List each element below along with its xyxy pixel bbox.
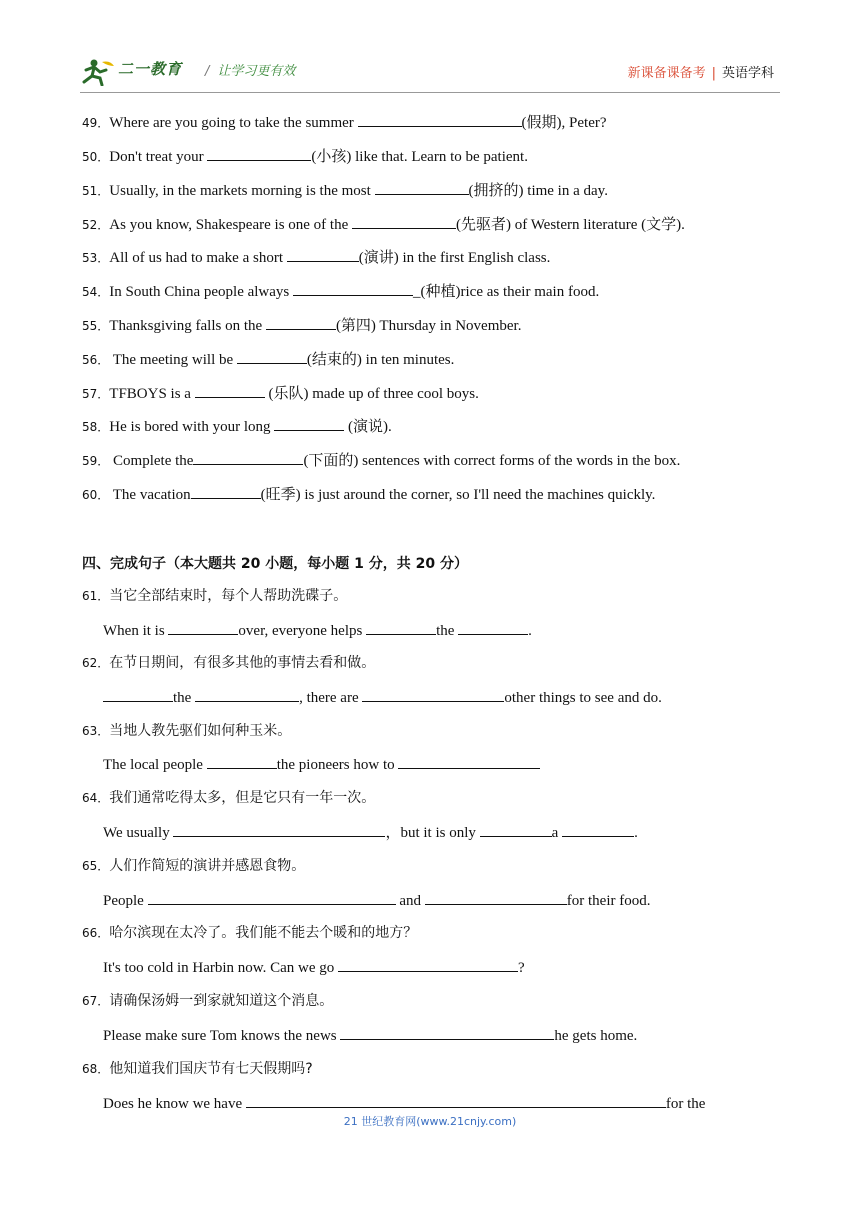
answer-blank[interactable] bbox=[237, 350, 307, 364]
question-50: 50．Don't treat your (小孩) like that. Learn to be patient. bbox=[82, 149, 528, 165]
question-65-chinese: 65．人们作简短的演讲并感恩食物。 bbox=[82, 858, 306, 874]
question-56: 56． The meeting will be (结束的) in ten minutes. bbox=[82, 352, 455, 368]
header-divider bbox=[80, 92, 780, 93]
answer-blank[interactable] bbox=[246, 1094, 666, 1108]
question-64-chinese: 64．我们通常吃得太多，但是它只有一年一次。 bbox=[82, 790, 376, 806]
slogan: / 让学习更有效 bbox=[205, 64, 296, 79]
answer-blank[interactable] bbox=[207, 147, 311, 161]
question-66-chinese: 66．哈尔滨现在太冷了。我们能不能去个暖和的地方？ bbox=[82, 925, 418, 941]
header-subject: 新课备课备考 | 英语学科 bbox=[627, 66, 774, 81]
answer-blank[interactable] bbox=[458, 621, 528, 635]
answer-blank[interactable] bbox=[293, 282, 413, 296]
question-58: 58．He is bored with your long (演说). bbox=[82, 419, 392, 435]
answer-blank[interactable] bbox=[480, 823, 552, 837]
answer-blank[interactable] bbox=[207, 755, 277, 769]
question-51: 51．Usually, in the markets morning is the most (拥挤的) time in a day. bbox=[82, 183, 608, 199]
question-62-english: the , there are other things to see and do. bbox=[103, 688, 662, 707]
answer-blank[interactable] bbox=[375, 181, 469, 195]
answer-blank[interactable] bbox=[562, 823, 634, 837]
answer-blank[interactable] bbox=[358, 113, 522, 127]
question-65-english: People and for their food. bbox=[103, 893, 651, 909]
question-63-chinese: 63．当地人教先驱们如何种玉米。 bbox=[82, 723, 292, 739]
answer-blank[interactable] bbox=[193, 451, 303, 465]
section-title: 四、完成句子（本大题共 20 小题，每小题 1 分，共 20 分） bbox=[82, 556, 468, 572]
question-66-english: It's too cold in Harbin now. Can we go ? bbox=[103, 960, 525, 976]
logo-text: 二一教育 bbox=[118, 60, 183, 78]
answer-blank[interactable] bbox=[168, 621, 238, 635]
answer-blank[interactable] bbox=[266, 316, 336, 330]
answer-blank[interactable] bbox=[274, 417, 344, 431]
answer-blank[interactable] bbox=[148, 891, 396, 905]
answer-blank[interactable] bbox=[366, 621, 436, 635]
answer-blank[interactable] bbox=[191, 485, 261, 499]
question-62-chinese: 62．在节日期间，有很多其他的事情去看和做。 bbox=[82, 655, 376, 671]
page-header bbox=[80, 52, 780, 92]
answer-blank[interactable] bbox=[340, 1026, 554, 1040]
question-54: 54．In South China people always _(种植)rice as their main food. bbox=[82, 284, 600, 300]
question-59: 59． Complete the (下面的) sentences with correct forms of the words in the box. bbox=[82, 453, 681, 469]
question-68-english: Does he know we have for the bbox=[103, 1096, 706, 1112]
answer-blank[interactable] bbox=[425, 891, 567, 905]
question-49: 49．Where are you going to take the summer (假期), Peter? bbox=[82, 115, 607, 131]
answer-blank[interactable] bbox=[352, 215, 456, 229]
question-67-english: Please make sure Tom knows the news he gets home. bbox=[103, 1028, 638, 1044]
answer-blank[interactable] bbox=[338, 958, 518, 972]
answer-blank[interactable] bbox=[362, 688, 504, 702]
question-60: 60． The vacation (旺季) is just around the corner, so I'll need the machines quickly. bbox=[82, 487, 656, 503]
question-52: 52．As you know, Shakespeare is one of the (先驱者) of Western literature (文学). bbox=[82, 217, 685, 233]
answer-blank[interactable] bbox=[195, 688, 299, 702]
question-63-english: The local people the pioneers how to bbox=[103, 755, 540, 774]
answer-blank[interactable] bbox=[103, 688, 173, 702]
answer-blank[interactable] bbox=[398, 755, 540, 769]
question-61-chinese: 61．当它全部结束时，每个人帮助洗碟子。 bbox=[82, 588, 348, 604]
question-64-english: We usually ，but it is only a . bbox=[103, 825, 638, 841]
answer-blank[interactable] bbox=[173, 823, 385, 837]
question-68-chinese: 68．他知道我们国庆节有七天假期吗? bbox=[82, 1061, 313, 1077]
question-53: 53．All of us had to make a short (演讲) in the first English class. bbox=[82, 250, 551, 266]
question-61-english: When it is over, everyone helps the . bbox=[103, 623, 532, 639]
question-55: 55．Thanksgiving falls on the (第四) Thursday in November. bbox=[82, 318, 522, 334]
page-footer: 21 世纪教育网(www.21cnjy.com) bbox=[343, 1115, 517, 1128]
answer-blank[interactable] bbox=[195, 384, 265, 398]
question-67-chinese: 67．请确保汤姆一到家就知道这个消息。 bbox=[82, 993, 334, 1009]
answer-blank[interactable] bbox=[287, 248, 359, 262]
question-57: 57．TFBOYS is a (乐队) made up of three cool boys. bbox=[82, 386, 479, 402]
